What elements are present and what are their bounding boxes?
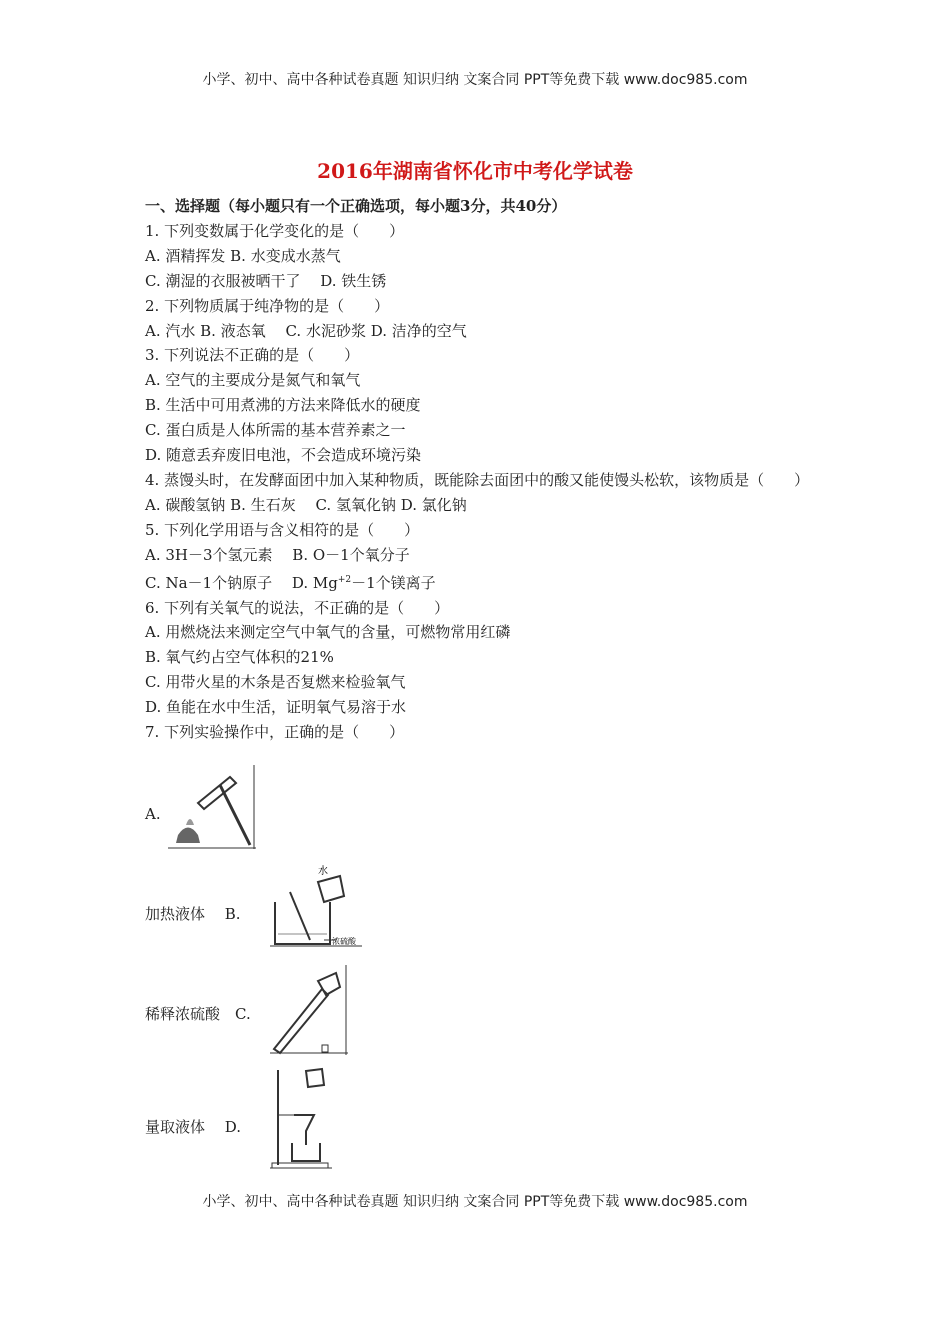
q7: 7. 下列实验操作中，正确的是（ ） [145,723,405,742]
charge-superscript: +2 [337,574,352,585]
page-footer: 小学、初中、高中各种试卷真题 知识归纳 文案合同 PPT等免费下载 www.doc985.com [202,1194,748,1210]
q6-option-a: A. 用燃烧法来测定空气中氧气的含量，可燃物常用红磷 [145,623,511,642]
q6-option-c: C. 用带火星的木条是否复燃来检验氧气 [145,673,406,692]
q7-label-a: A. [145,805,161,823]
q2-options: A. 汽水 B. 液态氧 C. 水泥砂浆 D. 洁净的空气 [145,321,467,340]
q7-caption-b-label-c: 稀释浓硫酸 C. [145,1005,251,1023]
q3-option-a: A. 空气的主要成分是氮气和氧气 [145,371,361,390]
q1-options-ab: A. 酒精挥发 B. 水变成水蒸气 [145,246,341,265]
figure-filtration [270,1065,332,1170]
figure-dilute-acid [270,862,362,948]
q6: 6. 下列有关氧气的说法，不正确的是（ ） [145,598,450,617]
q4: 4. 蒸馒头时，在发酵面团中加入某种物质，既能除去面团中的酸又能使馒头松软，该物质是（ ） [145,470,810,489]
q6-option-b: B. 氧气约占空气体积的21% [145,648,334,667]
q6-option-d: D. 鱼能在水中生活，证明氧气易溶于水 [145,698,407,717]
q3-option-d: D. 随意丢弃废旧电池，不会造成环境污染 [145,446,422,465]
question-body [145,194,815,745]
section-heading: 一、选择题（每小题只有一个正确选项，每小题3分，共40分） [145,197,567,215]
q1: 1. 下列变数属于化学变化的是（ ） [145,221,405,240]
figure-measure-liquid [270,965,348,1055]
q7-caption-a-label-b: 加热液体 B. [145,905,241,923]
water-label: 水 [318,866,328,877]
q2: 2. 下列物质属于纯净物的是（ ） [145,296,390,315]
q5: 5. 下列化学用语与含义相符的是（ ） [145,520,420,539]
q4-options: A. 碳酸氢钠 B. 生石灰 C. 氢氧化钠 D. 氯化钠 [145,495,467,514]
q3-option-b: B. 生活中可用煮沸的方法来降低水的硬度 [145,396,421,415]
q7-caption-c-label-d: 量取液体 D. [145,1118,242,1136]
page-header: 小学、初中、高中各种试卷真题 知识归纳 文案合同 PPT等免费下载 www.doc985.com [202,72,748,88]
q1-options-cd: C. 潮湿的衣服被晒干了 D. 铁生锈 [145,271,387,290]
q5-options-cd [145,568,815,596]
acid-label: 浓硫酸 [332,937,356,946]
q5-d-tail: －1个镁离子 [351,573,436,592]
figure-heating-liquid [168,765,256,849]
q3-option-c: C. 蛋白质是人体所需的基本营养素之一 [145,421,406,440]
q5-options-ab: A. 3H－3个氢元素 B. O－1个氧分子 [145,545,410,564]
q3: 3. 下列说法不正确的是（ ） [145,346,360,365]
page-title: 2016年湖南省怀化市中考化学试卷 [317,159,633,183]
q5-cd-text: C. Na－1个钠原子 D. Mg [145,573,338,592]
